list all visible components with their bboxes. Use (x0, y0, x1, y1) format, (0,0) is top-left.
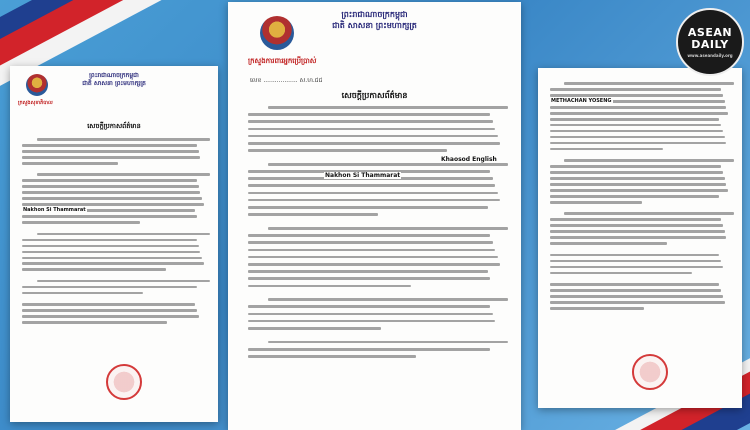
text-line (22, 179, 197, 182)
text-line (550, 224, 723, 227)
text-line (22, 144, 197, 147)
ministry-emblem-icon (26, 74, 48, 96)
text-line (248, 355, 416, 358)
asean-daily-logo (676, 8, 744, 76)
text-line (22, 262, 204, 265)
text-line (550, 124, 721, 127)
text-line (37, 280, 210, 283)
text-line (22, 150, 199, 153)
inline-name: METHACHAN YOSENG (551, 98, 612, 104)
text-line (268, 106, 508, 109)
text-line (248, 120, 493, 123)
text-line (550, 307, 644, 310)
official-seal-icon (106, 364, 142, 400)
text-line (550, 88, 721, 91)
document-title: សេចក្តីប្រកាសព័ត៌មាន (341, 90, 408, 100)
text-line (550, 195, 719, 198)
text-line (22, 286, 197, 289)
text-line (564, 82, 733, 85)
text-line (248, 320, 495, 323)
document-title: សេចក្តីប្រកាសព័ត៌មាន (87, 122, 141, 130)
text-line (248, 285, 411, 288)
reference-number: លេខ .................. ស.ហ.ជជ (250, 77, 323, 84)
text-line (248, 149, 447, 152)
text-line (22, 309, 197, 312)
text-line (550, 177, 725, 180)
ministry-name: ក្រសួងសុខាភិបាល (18, 100, 53, 106)
text-line (550, 301, 725, 304)
text-line (248, 199, 500, 202)
text-line (550, 106, 726, 109)
text-line (22, 156, 200, 159)
logo-url: www.aseandaily.org (687, 52, 733, 58)
text-line (550, 148, 663, 151)
text-line (248, 142, 500, 145)
text-line (22, 321, 167, 324)
text-line (248, 192, 498, 195)
text-line (248, 277, 490, 280)
text-line (248, 270, 488, 273)
text-line (22, 303, 195, 306)
text-line (550, 283, 719, 286)
text-line (550, 218, 721, 221)
body-text-lines (248, 106, 503, 369)
text-line (22, 221, 140, 224)
text-line (37, 138, 210, 141)
text-line (22, 191, 200, 194)
inline-name: Nakhon Si Thammarat (23, 207, 86, 213)
text-line (550, 242, 667, 245)
inline-name: Nakhon Si Thammarat (325, 172, 401, 179)
ministry-emblem-icon (260, 16, 294, 50)
text-line (248, 263, 500, 266)
text-line (268, 227, 508, 230)
text-line (22, 315, 199, 318)
text-line (550, 112, 728, 115)
text-line (248, 234, 490, 237)
text-line (550, 295, 723, 298)
text-line (248, 249, 495, 252)
text-line (550, 183, 726, 186)
text-line (37, 173, 210, 176)
text-line (550, 130, 723, 133)
body-text-lines (550, 82, 730, 318)
document-middle (228, 2, 521, 430)
text-line (22, 197, 202, 200)
text-line (564, 212, 733, 215)
text-line (550, 236, 726, 239)
text-line (550, 266, 723, 269)
text-line (550, 142, 726, 145)
text-line (550, 230, 725, 233)
kingdom-line: ព្រះរាជាណាចក្រកម្ពុជា (341, 9, 408, 19)
inline-quote: Khaosod English (441, 156, 497, 163)
text-line (248, 348, 490, 351)
text-line (22, 239, 197, 242)
text-line (248, 213, 378, 216)
text-line (22, 251, 200, 254)
text-line (248, 313, 493, 316)
text-line (22, 185, 199, 188)
text-line (550, 165, 721, 168)
text-line (550, 171, 723, 174)
text-line (550, 201, 642, 204)
text-line (248, 327, 381, 330)
logo-word-daily: DAILY (691, 37, 729, 51)
text-line (248, 128, 495, 131)
text-line (22, 215, 197, 218)
text-line (22, 162, 118, 165)
text-line (37, 233, 210, 236)
ministry-name: ក្រសួងការពារអ្នកប្រើប្រាស់ (248, 56, 317, 65)
text-line (550, 136, 725, 139)
text-line (248, 206, 488, 209)
kingdom-line: ព្រះរាជាណាចក្រកម្ពុជា (89, 72, 139, 79)
text-line (22, 292, 143, 295)
text-line (248, 184, 495, 187)
text-line (550, 289, 721, 292)
text-line (550, 272, 692, 275)
document-left (10, 66, 218, 422)
official-seal-icon (632, 354, 668, 390)
text-line (550, 118, 719, 121)
text-line (22, 257, 202, 260)
text-line (564, 159, 733, 162)
text-line (550, 260, 721, 263)
logo-word-asean: ASEAN (687, 25, 733, 39)
text-line (22, 268, 166, 271)
text-line (550, 254, 719, 257)
text-line (248, 113, 490, 116)
text-line (268, 341, 508, 344)
document-right (538, 68, 742, 408)
motto-line: ជាតិ សាសនា ព្រះមហាក្សត្រ (82, 80, 146, 87)
text-line (550, 94, 723, 97)
text-line (550, 189, 728, 192)
motto-line: ជាតិ សាសនា ព្រះមហាក្សត្រ (332, 20, 417, 30)
text-line (248, 241, 493, 244)
text-line (248, 256, 498, 259)
text-line (248, 135, 498, 138)
text-line (268, 298, 508, 301)
text-line (248, 305, 490, 308)
body-text-lines (22, 138, 206, 333)
text-line (22, 245, 199, 248)
text-line (268, 163, 508, 166)
text-line (22, 203, 204, 206)
